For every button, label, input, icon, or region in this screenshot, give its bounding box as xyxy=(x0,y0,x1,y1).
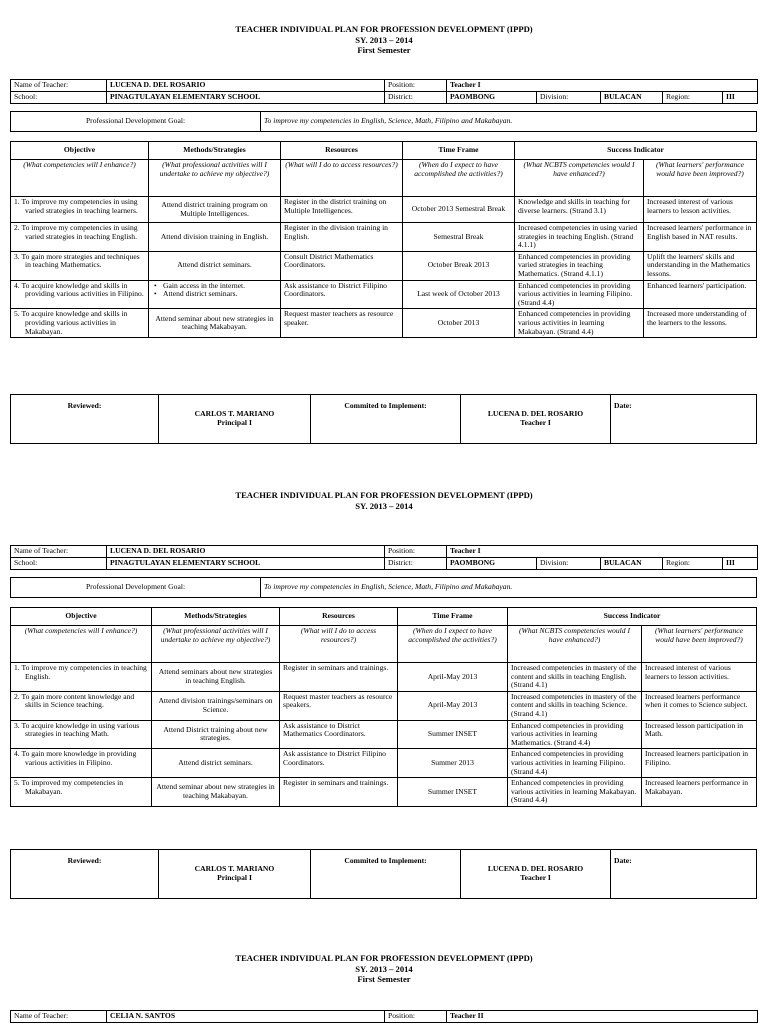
form-2-info-table xyxy=(10,545,758,570)
label-name-of-teacher: Name of Teacher: xyxy=(11,546,107,558)
label-name-of-teacher: Name of Teacher: xyxy=(11,80,107,92)
objective-text: To improve my competencies in teaching English. xyxy=(21,663,147,681)
objective-text: To gain more content knowledge and skills in Science teaching. xyxy=(21,691,135,710)
objective-cell xyxy=(11,223,149,252)
ncbts-cell: Knowledge and skills in teaching for diverse learners. (Strand 3.1) xyxy=(515,197,644,223)
label-division: Division: xyxy=(537,92,601,104)
form-1-info-table xyxy=(10,79,758,104)
form-1 xyxy=(0,24,768,56)
label-date: Date: xyxy=(611,850,757,899)
methods-cell: Attend seminar about new strategies in teaching Makabayan. xyxy=(152,778,280,807)
principal-signature xyxy=(159,850,311,899)
objective-cell xyxy=(11,691,152,720)
form-1-title xyxy=(0,24,768,56)
time-cell: Summer 2013 xyxy=(398,749,508,778)
subheader-learners: (What learners' performance would have been improved?) xyxy=(642,626,757,663)
teacher-signature-name: LUCENA D. DEL ROSARIO xyxy=(487,409,584,418)
methods-cell: Attend district training program on Multiple Intelligences. xyxy=(149,197,281,223)
position-value: Teacher I xyxy=(447,546,758,558)
table-row xyxy=(11,720,757,749)
table-row xyxy=(11,223,757,252)
label-school: School: xyxy=(11,558,107,570)
goal-value: To improve my competencies in English, Science, Math, Filipino and Makabayan. xyxy=(261,112,757,132)
methods-cell: Attend division trainings/seminars on Science. xyxy=(152,691,280,720)
resources-cell: Register in the division training in English. xyxy=(281,223,403,252)
label-district: District: xyxy=(385,92,447,104)
methods-cell: Attend seminars about new strategies in teaching English. xyxy=(152,663,280,692)
form-3 xyxy=(0,953,768,985)
methods-cell: Attend District training about new strategies. xyxy=(152,720,280,749)
school-year: SY. 2013 – 2014 xyxy=(355,963,413,974)
resources-cell: Consult District Mathematics Coordinators. xyxy=(281,251,403,280)
form-3-title xyxy=(0,953,768,985)
principal-title: Principal I xyxy=(217,873,252,882)
teacher-name: LUCENA D. DEL ROSARIO xyxy=(107,546,385,558)
methods-cell: Attend division training in English. xyxy=(149,223,281,252)
time-cell: October Break 2013 xyxy=(403,251,515,280)
header-objective: Objective xyxy=(11,608,152,626)
learners-cell: Increased learners participation in Filipino. xyxy=(642,749,757,778)
principal-title: Principal I xyxy=(217,418,252,427)
document-title: TEACHER INDIVIDUAL PLAN FOR PROFESSION DEVELOPMENT (IPPD) xyxy=(235,490,533,500)
ncbts-cell: Enhanced competencies in providing various activities in learning Filipino. (Strand 4.4) xyxy=(515,280,644,309)
objective-text: To improve my competencies in using varied strategies in teaching English. xyxy=(21,223,138,241)
subheader-objective: (What competencies will I enhance?) xyxy=(11,626,152,663)
label-district: District: xyxy=(385,558,447,570)
header-objective: Objective xyxy=(11,142,149,160)
learners-cell: Enhanced learners' participation. xyxy=(644,280,757,309)
table-row xyxy=(11,197,757,223)
header-methods: Methods/Strategies xyxy=(152,608,280,626)
header-time-frame: Time Frame xyxy=(398,608,508,626)
learners-cell: Uplift the learners' skills and understanding in the Mathematics lessons. xyxy=(644,251,757,280)
form-3-info-table xyxy=(10,1010,758,1023)
row-number: 1. xyxy=(14,197,20,206)
ncbts-cell: Enhanced competencies in providing various activities in learning Mathematics. (Strand 4.4) xyxy=(508,720,642,749)
region-value: III xyxy=(723,92,758,104)
goal-value: To improve my competencies in English, Science, Math, Filipino and Makabayan. xyxy=(261,578,757,598)
subheader-resources: (What will I do to access resources?) xyxy=(281,160,403,197)
school-year: SY. 2013 – 2014 xyxy=(355,500,413,511)
label-committed: Commited to Implement: xyxy=(311,850,461,899)
teacher-signature-title: Teacher I xyxy=(520,873,551,882)
learners-cell: Increased lesson participation in Math. xyxy=(642,720,757,749)
table-row xyxy=(11,663,757,692)
objective-text: To gain more knowledge in providing various activities in Filipino. xyxy=(21,749,137,767)
label-position: Position: xyxy=(385,546,447,558)
subheader-ncbts: (What NCBTS competencies would I have enhanced?) xyxy=(508,626,642,663)
school-value: PINAGTULAYAN ELEMENTARY SCHOOL xyxy=(107,92,385,104)
time-cell: Summer INSET xyxy=(398,720,508,749)
label-name-of-teacher: Name of Teacher: xyxy=(11,1011,107,1023)
objective-cell xyxy=(11,720,152,749)
learners-cell: Increased interest of various learners to lesson activities. xyxy=(644,197,757,223)
row-number: 3. xyxy=(14,251,20,261)
row-number: 1. xyxy=(14,663,20,672)
objective-cell xyxy=(11,280,149,309)
objective-cell xyxy=(11,251,149,280)
objective-text: To improve my competencies in using varied strategies in teaching learners. xyxy=(21,197,138,215)
subheader-time: (When do I expect to have accomplished the activities?) xyxy=(403,160,515,197)
form-1-signature-table xyxy=(10,394,757,444)
header-success-indicator: Success Indicator xyxy=(508,608,757,626)
time-cell: Summer INSET xyxy=(398,778,508,807)
header-resources: Resources xyxy=(281,142,403,160)
objective-text: To acquire knowledge and skills in providing various activities in Makabayan. xyxy=(21,309,128,336)
resources-cell: Register in seminars and trainings. xyxy=(280,663,398,692)
label-region: Region: xyxy=(663,92,723,104)
bullet-text: Gain access in the internet. xyxy=(163,280,246,290)
bullet-item xyxy=(154,289,277,299)
objective-text: To acquire knowledge and skills in providing various activities in Filipino. xyxy=(21,280,144,299)
teacher-signature-name: LUCENA D. DEL ROSARIO xyxy=(487,864,584,873)
label-goal: Professional Development Goal: xyxy=(11,112,261,132)
form-2 xyxy=(0,490,768,511)
subheader-time: (When do I expect to have accomplished the activities?) xyxy=(398,626,508,663)
bullet-icon: • xyxy=(154,289,157,299)
semester: First Semester xyxy=(357,45,411,55)
row-number: 2. xyxy=(14,691,20,701)
resources-cell: Request master teachers as resource speaker. xyxy=(281,309,403,338)
learners-cell: Increased learners performance in Makabayan. xyxy=(642,778,757,807)
teacher-name: CELIA N. SANTOS xyxy=(107,1011,385,1023)
district-value: PAOMBONG xyxy=(447,558,537,570)
resources-cell: Register in the district training on Multiple Intelligences. xyxy=(281,197,403,223)
objective-cell xyxy=(11,309,149,338)
ncbts-cell: Enhanced competencies in providing various activities in learning Makabayan. (Strand 4.4) xyxy=(508,778,642,807)
resources-cell: Request master teachers as resource speakers. xyxy=(280,691,398,720)
division-value: BULACAN xyxy=(601,558,663,570)
ncbts-cell: Enhanced competencies in providing various activities in learning Makabayan. (Strand 4.4) xyxy=(515,309,644,338)
time-cell: April-May 2013 xyxy=(398,691,508,720)
ncbts-cell: Increased competencies in mastery of the content and skills in teaching English. (Strand 4.1) xyxy=(508,663,642,692)
resources-cell: Ask assistance to District Mathematics Coordinators. xyxy=(280,720,398,749)
teacher-signature xyxy=(461,395,611,444)
time-cell: April-May 2013 xyxy=(398,663,508,692)
header-success-indicator: Success Indicator xyxy=(515,142,757,160)
row-number: 4. xyxy=(14,280,20,290)
objective-text: To improved my competencies in Makabayan. xyxy=(21,778,124,796)
subheader-methods: (What professional activities will I undertake to achieve my objective?) xyxy=(149,160,281,197)
division-value: BULACAN xyxy=(601,92,663,104)
row-number: 4. xyxy=(14,749,20,759)
form-1-goal-table xyxy=(10,111,757,132)
principal-name: CARLOS T. MARIANO xyxy=(194,864,275,873)
objective-cell xyxy=(11,197,149,223)
learners-cell: Increased learners performance when it comes to Science subject. xyxy=(642,691,757,720)
learners-cell: Increased interest of various learners to lesson activities. xyxy=(642,663,757,692)
position-value: Teacher I xyxy=(447,80,758,92)
resources-cell: Ask assistance to District Filipino Coordinators. xyxy=(280,749,398,778)
row-number: 5. xyxy=(14,778,20,788)
teacher-signature xyxy=(461,850,611,899)
ncbts-cell: Increased competencies in mastery of the content and skills in teaching Science. (Strand 4.1) xyxy=(508,691,642,720)
table-row xyxy=(11,251,757,280)
learners-cell: Increased learners' performance in English based in NAT results. xyxy=(644,223,757,252)
resources-cell: Register in seminars and trainings. xyxy=(280,778,398,807)
ncbts-cell: Increased competencies in using varied strategies in teaching English. (Strand 4.1.1) xyxy=(515,223,644,252)
form-2-goal-table xyxy=(10,577,757,598)
school-year: SY. 2013 – 2014 xyxy=(355,34,413,45)
bullet-icon: • xyxy=(154,280,157,290)
time-cell: Last week of October 2013 xyxy=(403,280,515,309)
table-row xyxy=(11,309,757,338)
subheader-resources: (What will I do to access resources?) xyxy=(280,626,398,663)
subheader-ncbts: (What NCBTS competencies would I have enhanced?) xyxy=(515,160,644,197)
label-reviewed: Reviewed: xyxy=(11,395,159,444)
label-region: Region: xyxy=(663,558,723,570)
time-cell: Semestral Break xyxy=(403,223,515,252)
methods-cell: Attend district seminars. xyxy=(149,251,281,280)
row-number: 3. xyxy=(14,720,20,730)
subheader-objective: (What competencies will I enhance?) xyxy=(11,160,149,197)
ncbts-cell: Enhanced competencies in providing varied strategies in teaching Mathematics. (Strand 4.1.1) xyxy=(515,251,644,280)
methods-cell: Attend seminar about new strategies in teaching Makabayan. xyxy=(149,309,281,338)
table-row xyxy=(11,691,757,720)
ncbts-cell: Enhanced competencies in providing various activities in learning Filipino. (Strand 4.4) xyxy=(508,749,642,778)
label-division: Division: xyxy=(537,558,601,570)
methods-cell xyxy=(149,280,281,309)
label-date: Date: xyxy=(611,395,757,444)
table-row xyxy=(11,749,757,778)
subheader-methods: (What professional activities will I undertake to achieve my objective?) xyxy=(152,626,280,663)
time-cell: October 2013 Semestral Break xyxy=(403,197,515,223)
resources-cell: Ask assistance to District Filipino Coordinators. xyxy=(281,280,403,309)
methods-cell: Attend district seminars. xyxy=(152,749,280,778)
header-resources: Resources xyxy=(280,608,398,626)
row-number: 2. xyxy=(14,223,20,232)
document-title: TEACHER INDIVIDUAL PLAN FOR PROFESSION DEVELOPMENT (IPPD) xyxy=(235,953,533,963)
learners-cell: Increased more understanding of the learners to the lessons. xyxy=(644,309,757,338)
principal-name: CARLOS T. MARIANO xyxy=(194,409,275,418)
objective-text: To gain more strategies and techniques in teaching Mathematics. xyxy=(21,251,140,270)
form-2-signature-table xyxy=(10,849,757,899)
document-title: TEACHER INDIVIDUAL PLAN FOR PROFESSION DEVELOPMENT (IPPD) xyxy=(235,24,533,34)
form-1-plan-table xyxy=(10,141,757,338)
label-reviewed: Reviewed: xyxy=(11,850,159,899)
label-school: School: xyxy=(11,92,107,104)
teacher-signature-title: Teacher I xyxy=(520,418,551,427)
objective-cell xyxy=(11,778,152,807)
objective-cell xyxy=(11,663,152,692)
time-cell: October 2013 xyxy=(403,309,515,338)
bullet-text: Attend district seminars. xyxy=(163,289,238,299)
table-row xyxy=(11,280,757,309)
objective-cell xyxy=(11,749,152,778)
objective-text: To acquire knowledge in using various strategies in teaching Math. xyxy=(21,720,140,739)
school-value: PINAGTULAYAN ELEMENTARY SCHOOL xyxy=(107,558,385,570)
header-methods: Methods/Strategies xyxy=(149,142,281,160)
district-value: PAOMBONG xyxy=(447,92,537,104)
label-position: Position: xyxy=(385,80,447,92)
principal-signature xyxy=(159,395,311,444)
table-row xyxy=(11,778,757,807)
semester: First Semester xyxy=(357,974,411,984)
label-position: Position: xyxy=(385,1011,447,1023)
form-2-title xyxy=(0,490,768,511)
subheader-learners: (What learners' performance would have been improved?) xyxy=(644,160,757,197)
position-value: Teacher II xyxy=(447,1011,758,1023)
region-value: III xyxy=(723,558,758,570)
teacher-name: LUCENA D. DEL ROSARIO xyxy=(107,80,385,92)
form-2-plan-table xyxy=(10,607,757,807)
label-committed: Commited to Implement: xyxy=(311,395,461,444)
row-number: 5. xyxy=(14,309,20,319)
header-time-frame: Time Frame xyxy=(403,142,515,160)
label-goal: Professional Development Goal: xyxy=(11,578,261,598)
